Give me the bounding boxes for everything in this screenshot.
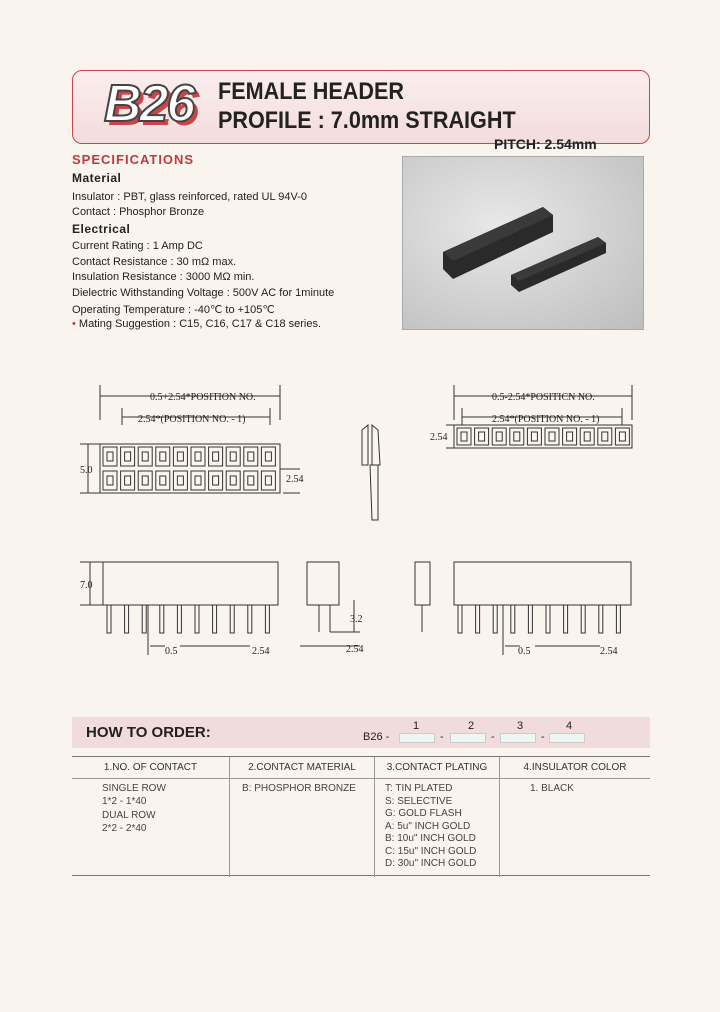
pin	[458, 605, 462, 633]
spec-line: Current Rating : 1 Amp DC	[72, 240, 203, 252]
technical-drawings	[0, 370, 720, 680]
dim-row-pitch: 2.54	[346, 644, 364, 655]
pin	[528, 605, 532, 633]
option: DUAL ROW	[102, 810, 156, 821]
spec-line: Insulation Resistance : 3000 MΩ min.	[72, 271, 255, 283]
dim-single-overall: 0.5-2.54*POSITICN NO.	[492, 392, 595, 403]
spec-line: Dielectric Withstanding Voltage : 500V AC for 1minute	[72, 287, 335, 299]
material-heading: Material	[72, 171, 122, 185]
insulator-color-options	[500, 779, 650, 877]
pin	[107, 605, 111, 633]
order-field-4[interactable]	[549, 733, 585, 743]
option: S: SELECTIVE	[385, 795, 453, 807]
column-header: 4.INSULATOR COLOR	[500, 757, 650, 779]
product-photo	[402, 156, 644, 330]
option: 2*2 - 2*40	[102, 822, 147, 834]
dim-tail: 3.2	[350, 614, 363, 625]
pin	[616, 605, 620, 633]
order-table	[72, 756, 650, 876]
pin	[564, 605, 568, 633]
pin	[265, 605, 269, 633]
option: B: 10u" INCH GOLD	[385, 833, 476, 844]
option: T: TIN PLATED	[385, 783, 453, 794]
dim-profile: 7.0	[80, 580, 93, 591]
dim-pin-pitch: 2.54	[252, 646, 270, 657]
pitch-label: PITCH: 2.54mm	[494, 136, 597, 152]
option: B: PHOSPHOR BRONZE	[242, 783, 356, 794]
option: G: GOLD FLASH	[385, 808, 462, 819]
contact-material-options	[230, 779, 375, 877]
dim-pin-width: 0.5	[165, 646, 178, 657]
column-header: 1.NO. OF CONTACT	[72, 757, 230, 779]
series-logo: B26	[104, 75, 194, 133]
pin	[493, 605, 497, 633]
pin	[213, 605, 217, 633]
contact-plating-options	[375, 779, 500, 877]
pin	[511, 605, 515, 633]
order-sep: -	[491, 731, 495, 743]
pin	[160, 605, 164, 633]
mating-suggestion: Mating Suggestion : C15, C16, C17 & C18 series.	[78, 318, 322, 330]
order-field-number: 1	[413, 720, 420, 732]
dim-dual-row: 2.54	[286, 474, 304, 485]
pin	[546, 605, 550, 633]
spec-line: Contact Resistance : 30 mΩ max.	[72, 256, 237, 268]
order-field-2[interactable]	[450, 733, 486, 743]
electrical-heading: Electrical	[72, 222, 131, 236]
dim-dual-height: 5.0	[80, 465, 93, 476]
product-title: FEMALE HEADER	[218, 78, 405, 105]
order-field-number: 4	[566, 720, 573, 732]
dim-single-width: 2.54	[430, 432, 448, 443]
order-field-1[interactable]	[399, 733, 435, 743]
product-profile: PROFILE : 7.0mm STRAIGHT	[218, 107, 516, 134]
column-header: 3.CONTACT PLATING	[375, 757, 500, 779]
pin	[581, 605, 585, 633]
pin	[248, 605, 252, 633]
pin	[125, 605, 129, 633]
option: 1*2 - 1*40	[102, 795, 147, 807]
dim-dual-overall: 0.5+2.54*POSITION NO.	[150, 392, 256, 403]
specifications-heading: SPECIFICATIONS	[72, 152, 195, 167]
pin	[142, 605, 146, 633]
order-field-number: 3	[517, 720, 524, 732]
pin	[230, 605, 234, 633]
pin	[195, 605, 199, 633]
order-prefix: B26 -	[363, 731, 390, 743]
option: A: 5u" INCH GOLD	[385, 820, 471, 832]
order-field-number: 2	[468, 720, 475, 732]
pin	[599, 605, 603, 633]
dim-dual-pitch: 2.54*(POSITION NO. - 1)	[138, 414, 246, 425]
product-photo-image	[403, 157, 645, 331]
dim-single-pitch: 2.54*(POSITION NO. - 1)	[492, 414, 600, 425]
option: 1. BLACK	[530, 783, 574, 794]
contact-count-options	[72, 779, 230, 877]
spec-line: Contact : Phosphor Bronze	[72, 206, 205, 218]
spec-line: Operating Temperature : -40℃ to +105℃	[72, 304, 275, 316]
how-to-order-title: HOW TO ORDER:	[86, 724, 211, 741]
pin	[476, 605, 480, 633]
pin	[177, 605, 181, 633]
order-sep: -	[541, 731, 545, 743]
dim-single-pin-width: 0.5	[518, 646, 531, 657]
column-header: 2.CONTACT MATERIAL	[230, 757, 375, 779]
option: SINGLE ROW	[102, 783, 166, 794]
option: C: 15u" INCH GOLD	[385, 845, 477, 857]
spec-line: Insulator : PBT, glass reinforced, rated UL 94V-0	[72, 191, 307, 203]
order-sep: -	[440, 731, 444, 743]
dim-single-pin-pitch: 2.54	[600, 646, 618, 657]
option: D: 30u" INCH GOLD	[385, 858, 477, 869]
order-field-3[interactable]	[500, 733, 536, 743]
bullet-icon: •	[72, 318, 76, 330]
